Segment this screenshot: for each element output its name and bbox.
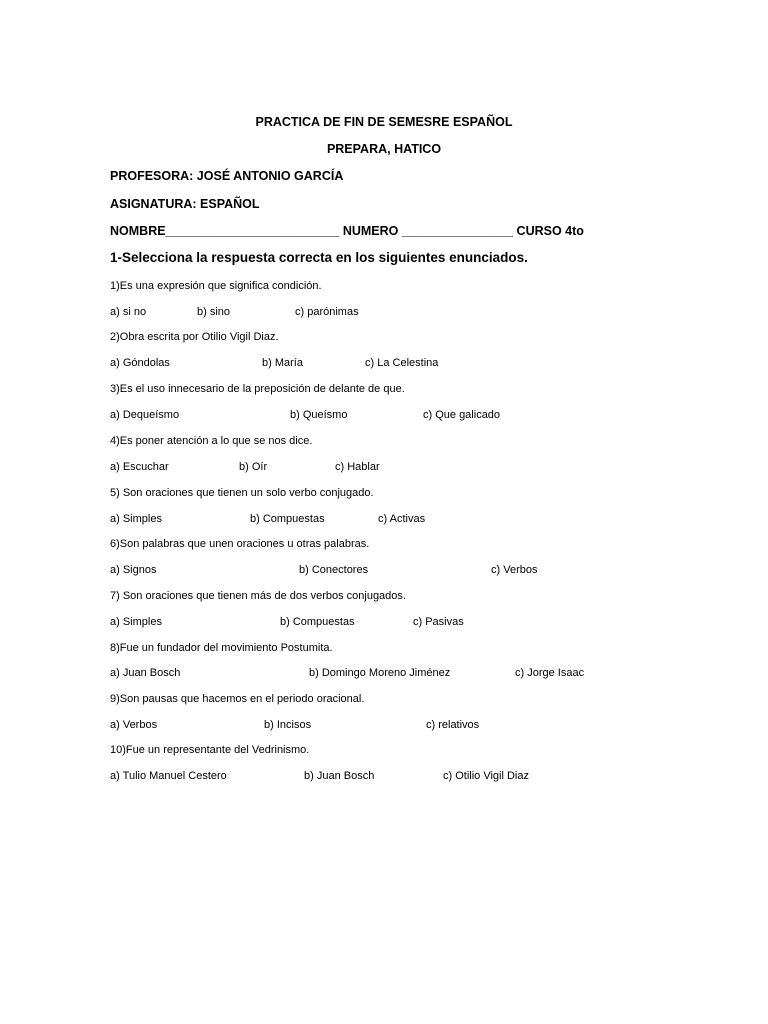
option-b: b) Conectores: [299, 564, 369, 576]
option-c: c) Otilio Vigil Diaz: [443, 770, 529, 782]
question-text: 7) Son oraciones que tienen más de dos verbos conjugados.: [110, 590, 406, 602]
option-a: a) Juan Bosch: [110, 667, 181, 679]
question-text: 8)Fue un fundador del movimiento Postumita.: [110, 642, 333, 654]
option-c: c) La Celestina: [365, 357, 439, 369]
question-text: 9)Son pausas que hacemos en el periodo oracional.: [110, 693, 365, 705]
option-a: a) Simples: [110, 513, 162, 525]
option-b: b) María: [262, 357, 303, 369]
option-c: c) Verbos: [491, 564, 538, 576]
option-a: a) Verbos: [110, 719, 158, 731]
option-a: a) Góndolas: [110, 357, 170, 369]
option-a: a) Dequeísmo: [110, 409, 180, 421]
question-text: 2)Obra escrita por Otilio Vigil Diaz.: [110, 331, 279, 343]
option-b: b) Oír: [239, 461, 268, 473]
school-name: PREPARA, HATICO: [326, 142, 442, 156]
option-c: c) parónimas: [295, 306, 359, 318]
option-c: c) Jorge Isaac: [515, 667, 585, 679]
option-b: b) Compuestas: [250, 513, 325, 525]
option-a: a) Escuchar: [110, 461, 169, 473]
question-text: 3)Es el uso innecesario de la preposición de delante de que.: [110, 383, 405, 395]
question-text: 5) Son oraciones que tienen un solo verbo conjugado.: [110, 487, 374, 499]
subject-line: ASIGNATURA: ESPAÑOL: [110, 197, 260, 211]
question-text: 4)Es poner atención a lo que se nos dice.: [110, 435, 313, 447]
option-c: c) Hablar: [335, 461, 380, 473]
document-title: PRACTICA DE FIN DE SEMESRE ESPAÑOL: [255, 115, 513, 129]
question-text: 10)Fue un representante del Vedrinismo.: [110, 744, 310, 756]
option-b: b) Compuestas: [280, 616, 355, 628]
question-text: 1)Es una expresión que significa condición.: [110, 280, 322, 292]
option-a: a) si no: [110, 306, 147, 318]
option-b: b) Incisos: [264, 719, 312, 731]
option-a: a) Simples: [110, 616, 162, 628]
option-b: b) sino: [197, 306, 231, 318]
option-a: a) Signos: [110, 564, 157, 576]
option-c: c) Pasivas: [413, 616, 464, 628]
option-c: c) relativos: [426, 719, 480, 731]
option-c: c) Activas: [378, 513, 426, 525]
option-c: c) Que galicado: [423, 409, 501, 421]
student-info-line: NOMBRE_________________________ NUMERO ________________ CURSO 4to: [110, 224, 584, 238]
option-a: a) Tulio Manuel Cestero: [110, 770, 227, 782]
teacher-line: PROFESORA: JOSÉ ANTONIO GARCÍA: [110, 169, 344, 183]
option-b: b) Juan Bosch: [304, 770, 375, 782]
option-b: b) Domingo Moreno Jiménez: [309, 667, 451, 679]
option-b: b) Queísmo: [290, 409, 348, 421]
instruction-text: 1-Selecciona la respuesta correcta en los siguientes enunciados.: [110, 250, 528, 265]
question-text: 6)Son palabras que unen oraciones u otras palabras.: [110, 538, 370, 550]
